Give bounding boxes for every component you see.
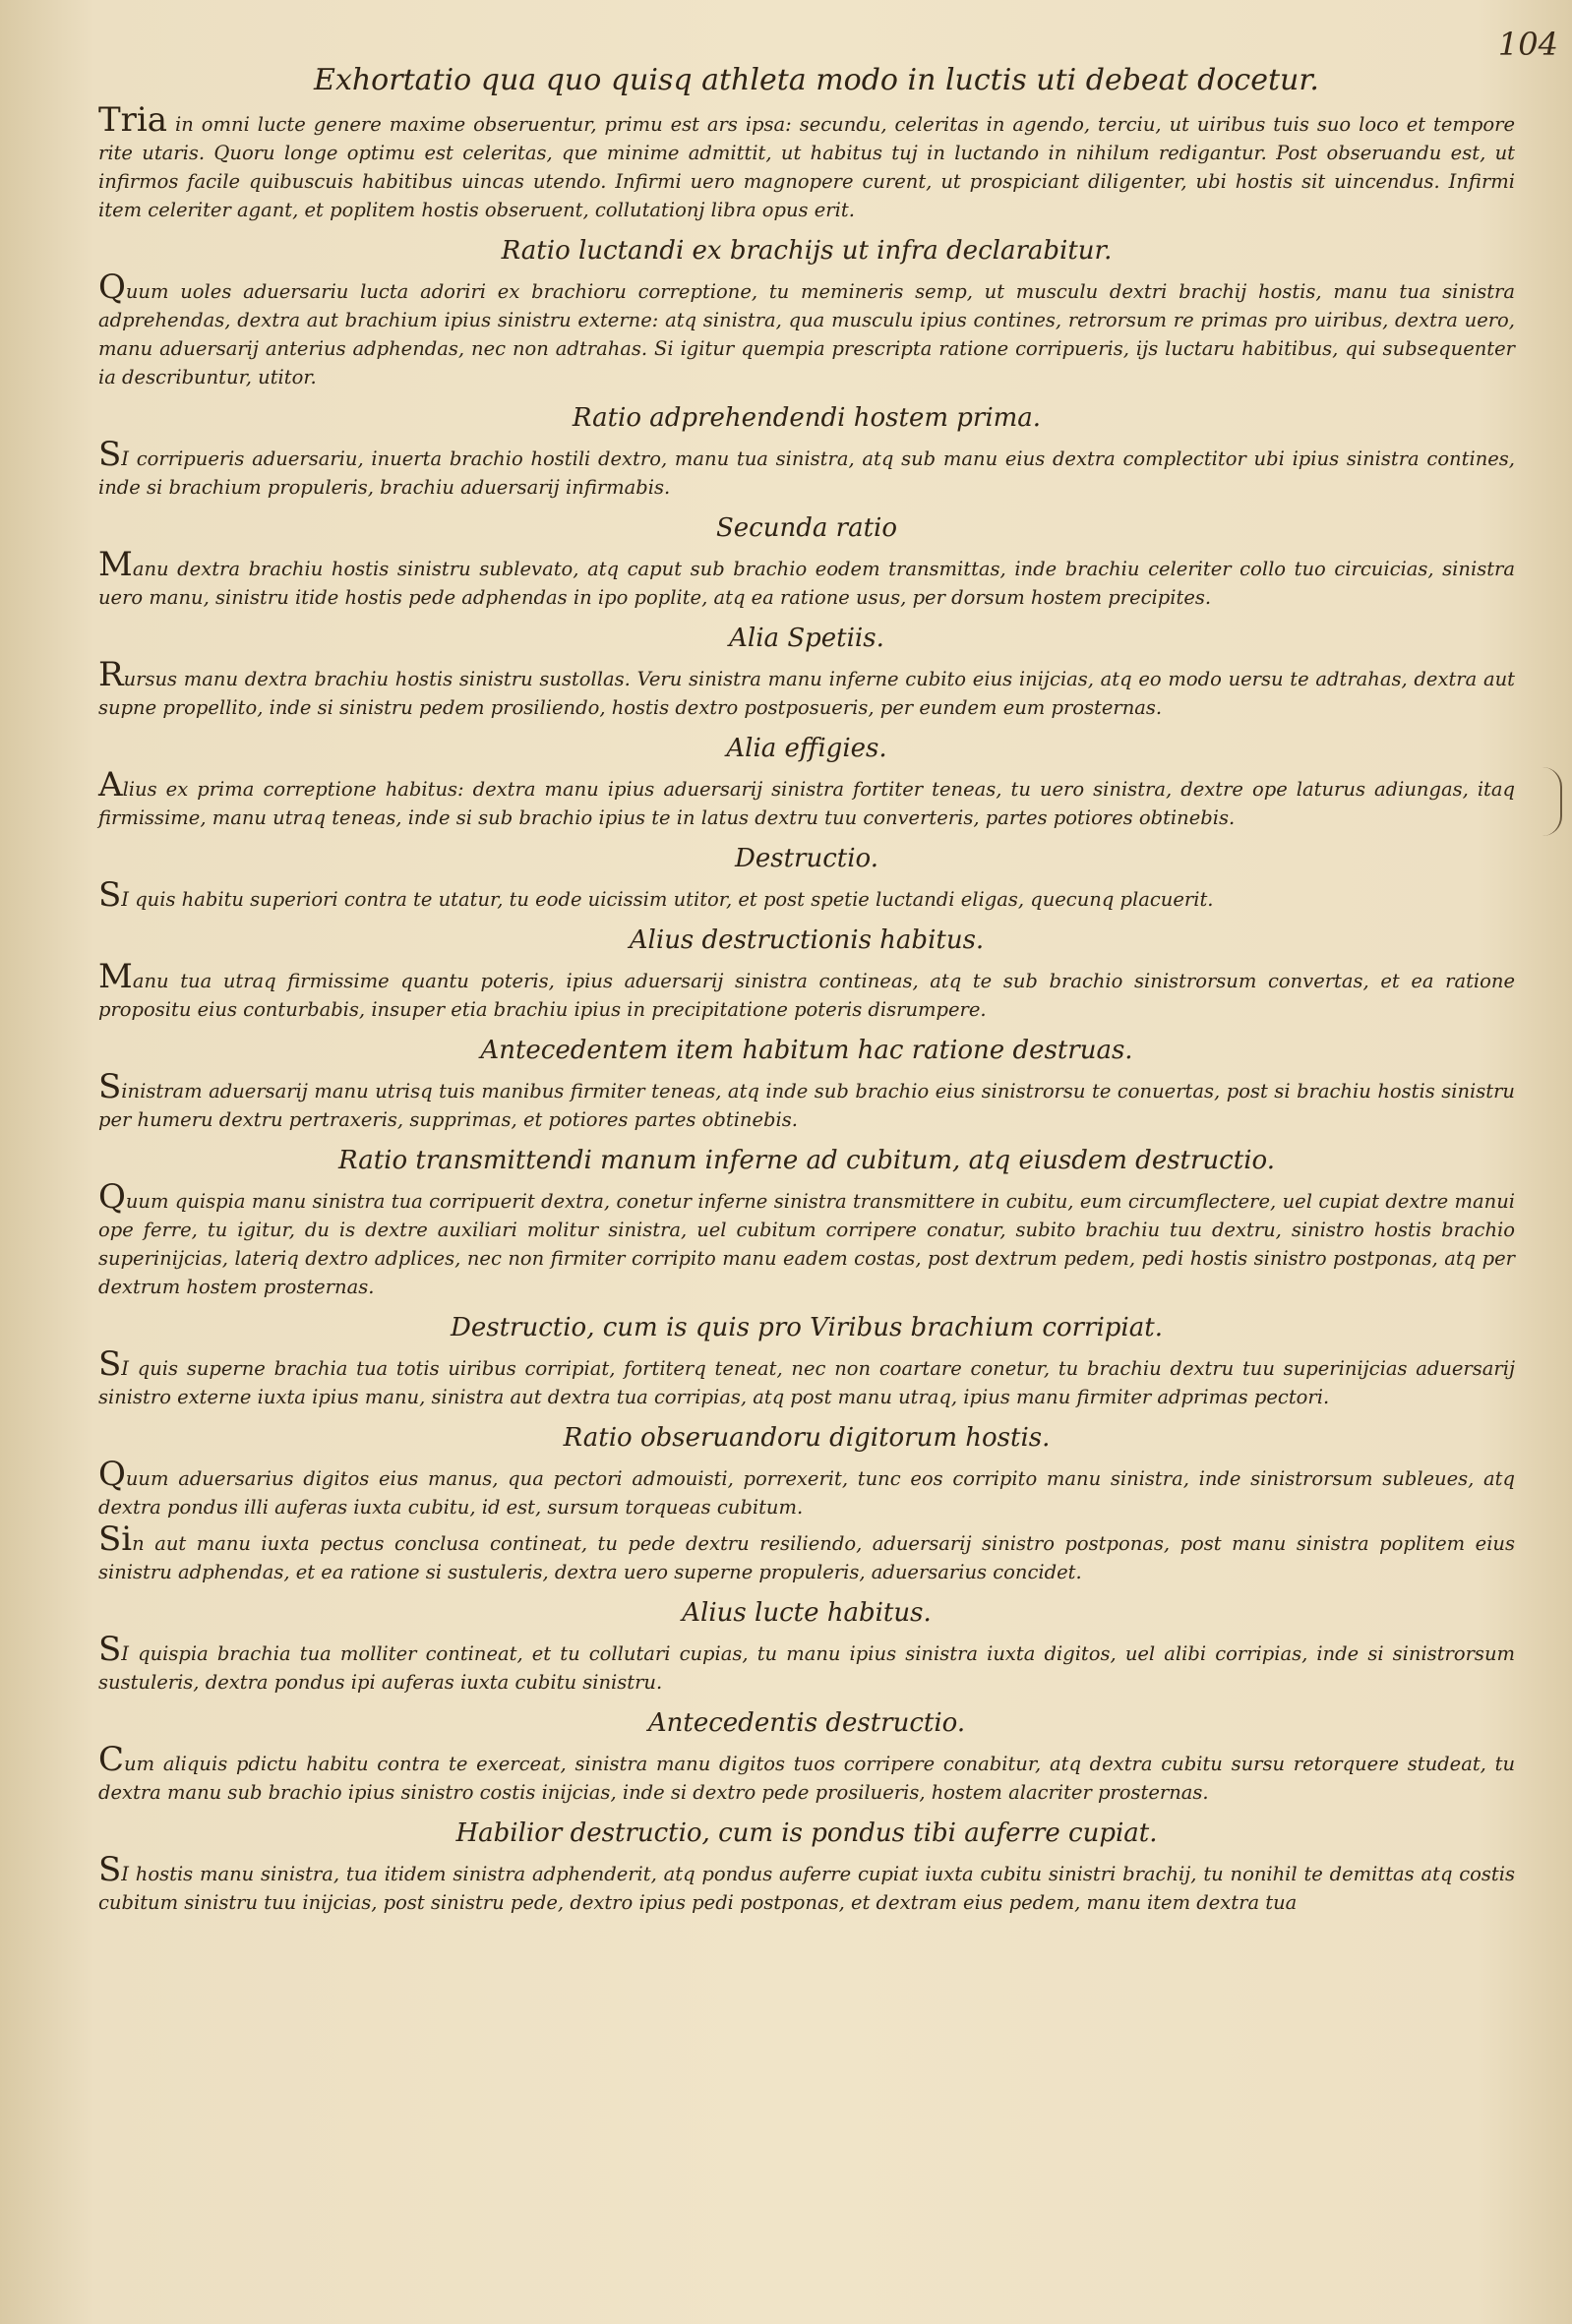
section-heading: Secunda ratio [715,513,897,543]
paragraph-text: uum quispia manu sinistra tua corripuerit dextra, conetur inferne sinistra transmittere in cubitu, eum circumflectere, uel cupiat dextre manui ope ferre, tu igitur, du is dextre auxiliari molitur sinistra, uel cubitum corripere conatur, subito brachiu tuu dextru, sinistro hostis brachio superinijcias, lateriq dextro adplices, nec non firmiter corripito manu eadem costas, post dextrum pedem, pedi hostis sinistro postponas, atq per dextrum hostem prosternas. [98,1190,1515,1298]
paragraph-text: I quis habitu superiori contra te utatur, tu eode uicissim utitor, et post spetie luctandi eligas, quecunq placuerit. [121,888,1214,911]
initial-letters: S [98,875,122,915]
paragraph [98,435,1515,502]
section-heading: Antecedentis destructio. [647,1708,966,1738]
paragraph [98,1067,1515,1134]
paragraph [98,875,1515,915]
paragraph-text: uum aduersarius digitos eius manus, qua pectori admouisti, porrexerit, tunc eos corripito manu sinistra, inde sinistrorsum subleues, atq dextra pondus illi auferas iuxta cubitu, id est, sursum torqueas cubitum. [98,1467,1515,1519]
initial-letters: Si [98,1520,133,1559]
paragraph-text: ursus manu dextra brachiu hostis sinistru sustollas. Veru sinistra manu inferne cubito eius inijcias, atq eo modo uersu te adtrahas, dextra aut supne propellito, inde si sinistru pedem prosiliendo, hostis dextro postposueris, per eundem eum prosternas. [98,668,1515,719]
folio-number: 104 [1497,26,1558,63]
margin-bracket-mark [1542,767,1562,836]
section-heading: Alia effigies. [726,734,887,763]
paragraph [98,1630,1515,1697]
section-heading: Alia Spetiis. [729,624,884,653]
section-heading: Antecedentem item habitum hac ratione destruas. [480,1036,1133,1065]
initial-letters: M [98,957,133,996]
paragraph-text: I quis superne brachia tua totis uiribus corripiat, fortiterq teneat, nec non coartare conetur, tu brachiu dextru tuu superinijcias aduersarij sinistro externe iuxta ipius manu, sinistra aut dextra tua corripias, atq post manu utraq, ipius manu firmiter adprimas pectori. [98,1357,1515,1408]
section-heading: Habilior destructio, cum is pondus tibi auferre cupiat. [455,1818,1158,1848]
paragraph [98,1344,1515,1411]
initial-letters: S [98,1344,122,1384]
initial-letters: Q [98,1455,126,1494]
paragraph [98,268,1515,391]
paragraph-text: inistram aduersarij manu utrisq tuis manibus firmiter teneas, atq inde sub brachio eius sinistrorsu te conuertas, post si brachiu hostis sinistru per humeru dextru pertraxeris, supprimas, et potiores partes obtinebis. [98,1080,1515,1131]
section-heading: Destructio. [735,844,878,873]
paragraph-text: lius ex prima correptione habitus: dextra manu ipius aduersarij sinistra fortiter teneas, tu uero sinistra, dextre ope laturus adiungas, itaq firmissime, manu utraq teneas, inde si sub brachio ipius te in latus dextru tuu converteris, partes potiores obtinebis. [98,778,1515,829]
initial-letters: R [98,655,124,694]
paragraph-text: anu tua utraq firmissime quantu poteris, ipius aduersarij sinistra contineas, atq te sub brachio sinistrorsum convertas, et ea ratione propositu eius conturbabis, insuper etia brachiu ipius in precipitatione poteris disrumpere. [98,970,1515,1021]
paragraph-text: anu dextra brachiu hostis sinistru sublevato, atq caput sub brachio eodem transmittas, inde brachiu celeriter collo tuo circuicias, sinistra uero manu, sinistru itide hostis pede adphendas in ipo poplite, atq ea ratione usus, per dorsum hostem precipites. [98,558,1515,609]
initial-letters: Q [98,1177,126,1217]
paragraph [98,100,1515,224]
initial-letters: Tria [98,100,168,140]
section-heading: Destructio, cum is quis pro Viribus brachium corripiat. [451,1313,1163,1342]
section-heading: Ratio adprehendendi hostem prima. [572,403,1042,433]
initial-letters: S [98,1850,122,1889]
initial-letters: S [98,1067,122,1106]
paragraph [98,655,1515,722]
paragraph [98,765,1515,832]
page-title: Exhortatio qua quo quisq athleta modo in luctis uti debeat docetur. [314,63,1319,97]
initial-letters: Q [98,268,126,307]
paragraph [98,957,1515,1024]
paragraph-text: um aliquis pdictu habitu contra te exerceat, sinistra manu digitos tuos corripere conabitur, atq dextra cubitu sursu retorquere studeat, tu dextra manu sub brachio ipius sinistro costis inijcias, inde si dextro pede prosilueris, hostem alacriter prosternas. [98,1753,1515,1804]
paragraph [98,545,1515,612]
initial-letters: M [98,545,133,584]
section-heading: Ratio obseruandoru digitorum hostis. [563,1423,1051,1453]
page-body [98,61,1515,1921]
paragraph [98,1455,1515,1521]
paragraph [98,1850,1515,1917]
section-heading: Ratio luctandi ex brachijs ut infra declarabitur. [501,236,1113,266]
paragraph [98,1177,1515,1301]
paragraph-text: I hostis manu sinistra, tua itidem sinistra adphenderit, atq pondus auferre cupiat iuxta cubitu sinistri brachij, tu nonihil te demittas atq costis cubitum sinistru tuu inijcias, post sinistru pede, dextro ipius pedi postponas, et dextram eius pedem, manu item dextra tua [98,1863,1515,1914]
paragraph [98,1740,1515,1807]
section-heading: Ratio transmittendi manum inferne ad cubitum, atq eiusdem destructio. [338,1146,1275,1175]
paragraph [98,1520,1515,1586]
paragraph-text: in omni lucte genere maxime obseruentur, primu est ars ipsa: secundu, celeritas in agendo, terciu, ut uiribus tuis suo loco et tempore rite utaris. Quoru longe optimu est celeritas, que minime admittit, ut habitus tuj in luctando in nihilum redigantur. Post obseruandu est, ut infirmos facile quibuscuis habitibus uincas utendo. Infirmi uero magnopere curent, ut prospiciant diligenter, ubi hostis sit uincendus. Infirmi item celeriter agant, et poplitem hostis obseruent, collutationj libra opus erit. [98,113,1515,221]
paragraph-text: I quispia brachia tua molliter contineat, et tu collutari cupias, tu manu ipius sinistra iuxta digitos, uel alibi corripias, inde si sinistrorsum sustuleris, dextra pondus ipi auferas iuxta cubitu sinistru. [98,1642,1515,1694]
initial-letters: S [98,1630,122,1669]
section-heading: Alius lucte habitus. [682,1598,932,1628]
section-heading: Alius destructionis habitus. [629,925,985,955]
initial-letters: C [98,1740,125,1779]
paragraph-text: n aut manu iuxta pectus conclusa contineat, tu pede dextru resiliendo, aduersarij sinistro postponas, post manu sinistra poplitem eius sinistru adphendas, et ea ratione si sustuleris, dextra uero superne propuleris, aduersarius concidet. [98,1532,1515,1583]
initial-letters: S [98,435,122,474]
paragraph-text: uum uoles aduersariu lucta adoriri ex brachioru correptione, tu memineris semp, ut musculu dextri brachij hostis, manu tua sinistra adprehendas, dextra aut brachium ipius sinistru externe: atq sinistra, qua musculu ipius contines, retrorsum re primas pro uiribus, dextra uero, manu aduersarij anterius adphendas, nec non adtrahas. Si igitur quempia prescripta ratione corripueris, ijs luctaru habitibus, qui subsequenter ia describuntur, utitor. [98,280,1515,388]
initial-letters: A [98,765,123,804]
paragraph-text: I corripueris aduersariu, inuerta brachio hostili dextro, manu tua sinistra, atq sub manu eius dextra complectitor ubi ipius sinistra contines, inde si brachium propuleris, brachiu aduersarij infirmabis. [98,447,1515,499]
